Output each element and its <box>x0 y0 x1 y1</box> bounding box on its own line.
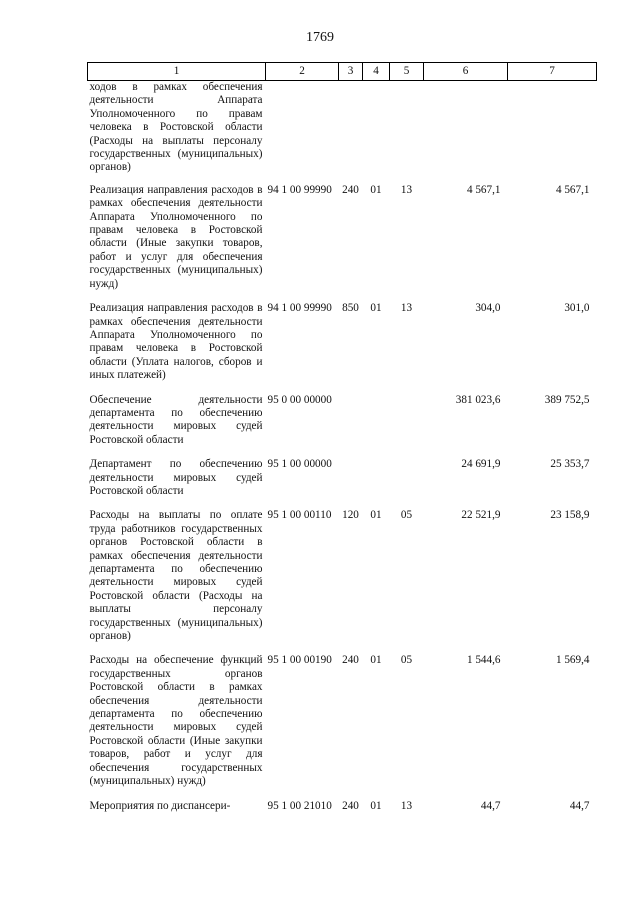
amount-year-1 <box>424 81 508 184</box>
amount-year-1: 304,0 <box>475 302 501 315</box>
expense-type-code: 240 <box>342 183 359 196</box>
budget-table <box>87 62 597 824</box>
amount-year-2: 25 353,7 <box>550 458 590 471</box>
expense-type-code: 120 <box>342 509 359 522</box>
amount-year-1: 22 521,9 <box>461 509 501 522</box>
subsection-code: 13 <box>400 183 413 196</box>
subsection-code: 13 <box>400 302 413 315</box>
target-article-code: 94 1 00 99990 <box>267 302 332 315</box>
expense-type-code: 240 <box>342 654 359 667</box>
row-description: Реализация направления расходов в рамках обеспечения деятельности Аппарата Уполномоченного по правам человека в Ростовской области (Уплата налогов, сборов и иных платежей) <box>89 302 263 382</box>
target-article-code <box>266 81 339 184</box>
row-description: Обеспечение деятельности департамента по обеспечению деятельности мировых судей Ростовской области <box>89 393 263 446</box>
amount-year-2: 301,0 <box>564 302 590 315</box>
amount-year-1: 4 567,1 <box>466 183 501 196</box>
subsection-code <box>390 394 424 459</box>
amount-year-2 <box>508 81 597 184</box>
section-code: 01 <box>370 302 382 315</box>
expense-type-code <box>339 81 363 184</box>
expense-type-code <box>339 458 363 509</box>
target-article-code: 94 1 00 99990 <box>267 183 332 196</box>
column-header: 7 <box>508 63 597 81</box>
amount-year-1: 381 023,6 <box>455 393 501 406</box>
row-description: Реализация направления расходов в рамках обеспечения деятельности Аппарата Уполномоченного по правам человека в Ростовской области (Иные закупки товаров, работ и услуг для обеспечения государственных (муниципальных) нужд) <box>89 183 263 290</box>
section-code <box>363 81 390 184</box>
table-row <box>88 458 597 509</box>
column-header: 3 <box>339 63 363 81</box>
subsection-code: 13 <box>400 799 413 812</box>
table-row <box>88 81 597 184</box>
amount-year-1: 24 691,9 <box>461 458 501 471</box>
table-row <box>88 654 597 799</box>
target-article-code: 95 0 00 00000 <box>267 393 332 406</box>
amount-year-1: 44,7 <box>480 799 501 812</box>
table-row <box>88 509 597 654</box>
row-description: Расходы на выплаты по оплате труда работников государственных органов Ростовской области в рамках обеспечения деятельности департамента по обеспечению деятельности мировых судей Ростовской области (Расходы на выплаты персоналу государственных (муниципальных) органов) <box>89 509 263 643</box>
section-code: 01 <box>370 183 382 196</box>
page-number: 1769 <box>306 30 334 45</box>
section-code: 01 <box>370 654 382 667</box>
expense-type-code <box>339 394 363 459</box>
target-article-code: 95 1 00 00000 <box>267 458 332 471</box>
section-code <box>363 458 390 509</box>
amount-year-1: 1 544,6 <box>466 654 501 667</box>
section-code: 01 <box>370 799 382 812</box>
target-article-code: 95 1 00 00110 <box>267 509 332 522</box>
column-header: 2 <box>266 63 339 81</box>
row-description: ходов в рамках обеспечения деятельности Аппарата Уполномоченного по правам человека в Ростовской области (Расходы на выплаты персоналу государственных (муниципальных) органов) <box>89 81 263 174</box>
subsection-code: 05 <box>400 509 413 522</box>
table-row <box>88 302 597 393</box>
amount-year-2: 44,7 <box>569 799 590 812</box>
amount-year-2: 23 158,9 <box>550 509 590 522</box>
table-row <box>88 184 597 302</box>
amount-year-2: 4 567,1 <box>555 183 590 196</box>
target-article-code: 95 1 00 00190 <box>267 654 332 667</box>
row-description: Департамент по обеспечению деятельности мировых судей Ростовской области <box>89 458 263 497</box>
section-code: 01 <box>370 509 382 522</box>
column-header: 5 <box>390 63 424 81</box>
amount-year-2: 389 752,5 <box>544 393 590 406</box>
subsection-code <box>390 458 424 509</box>
subsection-code <box>390 81 424 184</box>
target-article-code: 95 1 00 21010 <box>267 799 332 812</box>
section-code <box>363 394 390 459</box>
subsection-code: 05 <box>400 654 413 667</box>
column-header: 4 <box>363 63 390 81</box>
table-row <box>88 394 597 459</box>
expense-type-code: 240 <box>342 799 359 812</box>
column-header: 1 <box>88 63 266 81</box>
amount-year-2: 1 569,4 <box>555 654 590 667</box>
column-header: 6 <box>424 63 508 81</box>
row-description: Мероприятия по диспансери- <box>89 799 231 812</box>
table-header-row <box>88 63 597 81</box>
table-row <box>88 800 597 824</box>
expense-type-code: 850 <box>342 302 359 315</box>
row-description: Расходы на обеспечение функций государственных органов Ростовской области в рамках обеспечения деятельности департамента по обеспечению деятельности мировых судей Ростовской области (Иные закупки товаров, работ и услуг для обеспечения государственных (муниципальных) нужд) <box>89 654 263 788</box>
